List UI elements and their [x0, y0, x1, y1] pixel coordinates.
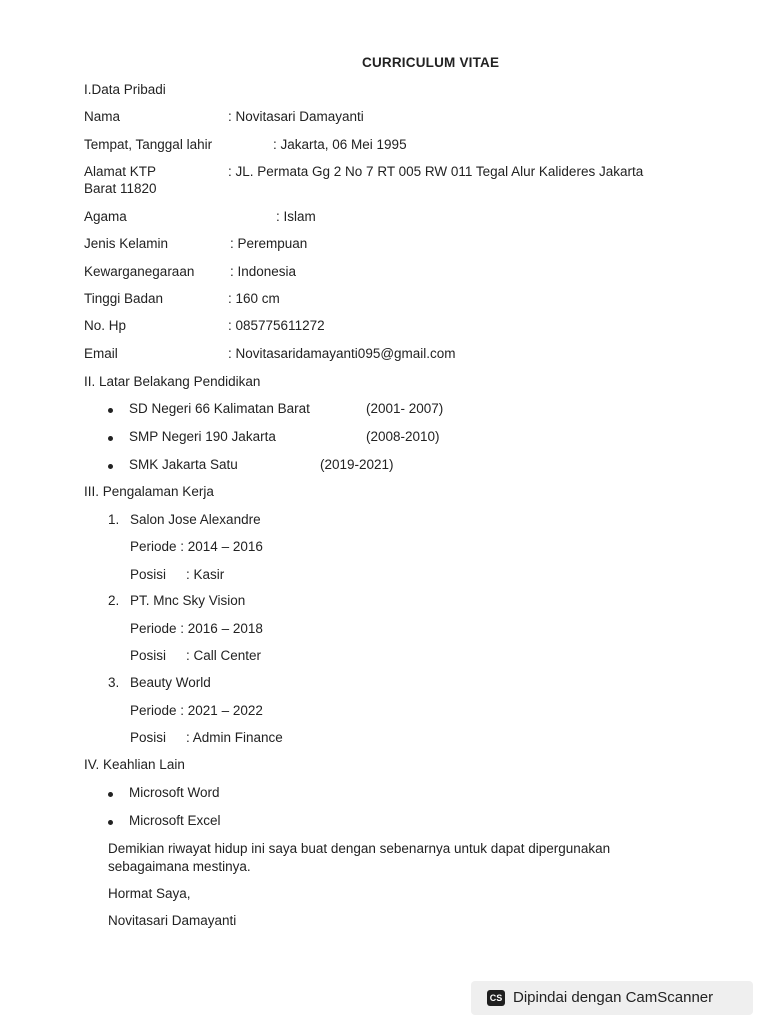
job-position-label: Posisi: [130, 567, 167, 582]
closing-statement-cont: sebagaimana mestinya.: [108, 859, 251, 874]
scanner-watermark: [471, 981, 753, 1015]
signature-name: Novitasari Damayanti: [108, 913, 237, 928]
education-item-school: SD Negeri 66 Kalimatan Barat: [129, 401, 310, 416]
field-value-religion: : Islam: [276, 209, 316, 224]
field-label-birth: Tempat, Tanggal lahir: [84, 137, 213, 152]
document-title: CURRICULUM VITAE: [362, 55, 500, 70]
education-item-school: SMP Negeri 190 Jakarta: [129, 429, 276, 444]
field-label-citizenship: Kewarganegaraan: [84, 264, 195, 279]
field-label-height: Tinggi Badan: [84, 291, 164, 306]
field-label-email: Email: [84, 346, 118, 361]
job-position: : Call Center: [186, 648, 262, 663]
field-value-height: : 160 cm: [228, 291, 280, 306]
job-period: Periode : 2021 – 2022: [130, 703, 263, 718]
field-value-gender: : Perempuan: [230, 236, 308, 251]
field-value-email: : Novitasaridamayanti095@gmail.com: [228, 346, 456, 361]
section-heading-work-experience: III. Pengalaman Kerja: [84, 484, 214, 499]
closing-regards: Hormat Saya,: [108, 886, 191, 901]
education-item-years: (2001- 2007): [366, 401, 444, 416]
job-company: Salon Jose Alexandre: [130, 512, 261, 527]
section-heading-education: II. Latar Belakang Pendidikan: [84, 374, 261, 389]
field-value-citizenship: : Indonesia: [230, 264, 297, 279]
education-item-years: (2008-2010): [366, 429, 440, 444]
job-number: 3.: [108, 675, 120, 690]
skill-item: Microsoft Excel: [129, 813, 221, 828]
section-heading-skills: IV. Keahlian Lain: [84, 757, 185, 772]
field-value-phone: : 085775611272: [228, 318, 325, 333]
education-item-years: (2019-2021): [320, 457, 394, 472]
section-heading-personal-data: I.Data Pribadi: [84, 82, 166, 97]
job-position: : Admin Finance: [186, 730, 283, 745]
job-period: Periode : 2014 – 2016: [130, 539, 263, 554]
skill-item: Microsoft Word: [129, 785, 220, 800]
field-value-name: : Novitasari Damayanti: [228, 109, 364, 124]
scanner-label: Dipindai dengan CamScanner: [513, 989, 714, 1006]
field-label-name: Nama: [84, 109, 121, 124]
job-company: PT. Mnc Sky Vision: [130, 593, 246, 608]
field-value-address-cont: Barat 11820: [84, 181, 157, 196]
field-label-gender: Jenis Kelamin: [84, 236, 169, 251]
job-number: 1.: [108, 512, 120, 527]
job-position-label: Posisi: [130, 730, 167, 745]
job-position-label: Posisi: [130, 648, 167, 663]
closing-statement: Demikian riwayat hidup ini saya buat dengan sebenarnya untuk dapat dipergunakan: [108, 841, 611, 856]
field-label-religion: Agama: [84, 209, 127, 224]
job-period: Periode : 2016 – 2018: [130, 621, 263, 636]
job-number: 2.: [108, 593, 120, 608]
field-value-address: : JL. Permata Gg 2 No 7 RT 005 RW 011 Tegal Alur Kalideres Jakarta: [228, 164, 644, 179]
camscanner-icon: CS: [487, 990, 505, 1006]
field-label-phone: No. Hp: [84, 318, 127, 333]
field-value-birth: : Jakarta, 06 Mei 1995: [273, 137, 407, 152]
education-item-school: SMK Jakarta Satu: [129, 457, 238, 472]
job-position: : Kasir: [186, 567, 225, 582]
field-label-address: Alamat KTP: [84, 164, 157, 179]
job-company: Beauty World: [130, 675, 211, 690]
